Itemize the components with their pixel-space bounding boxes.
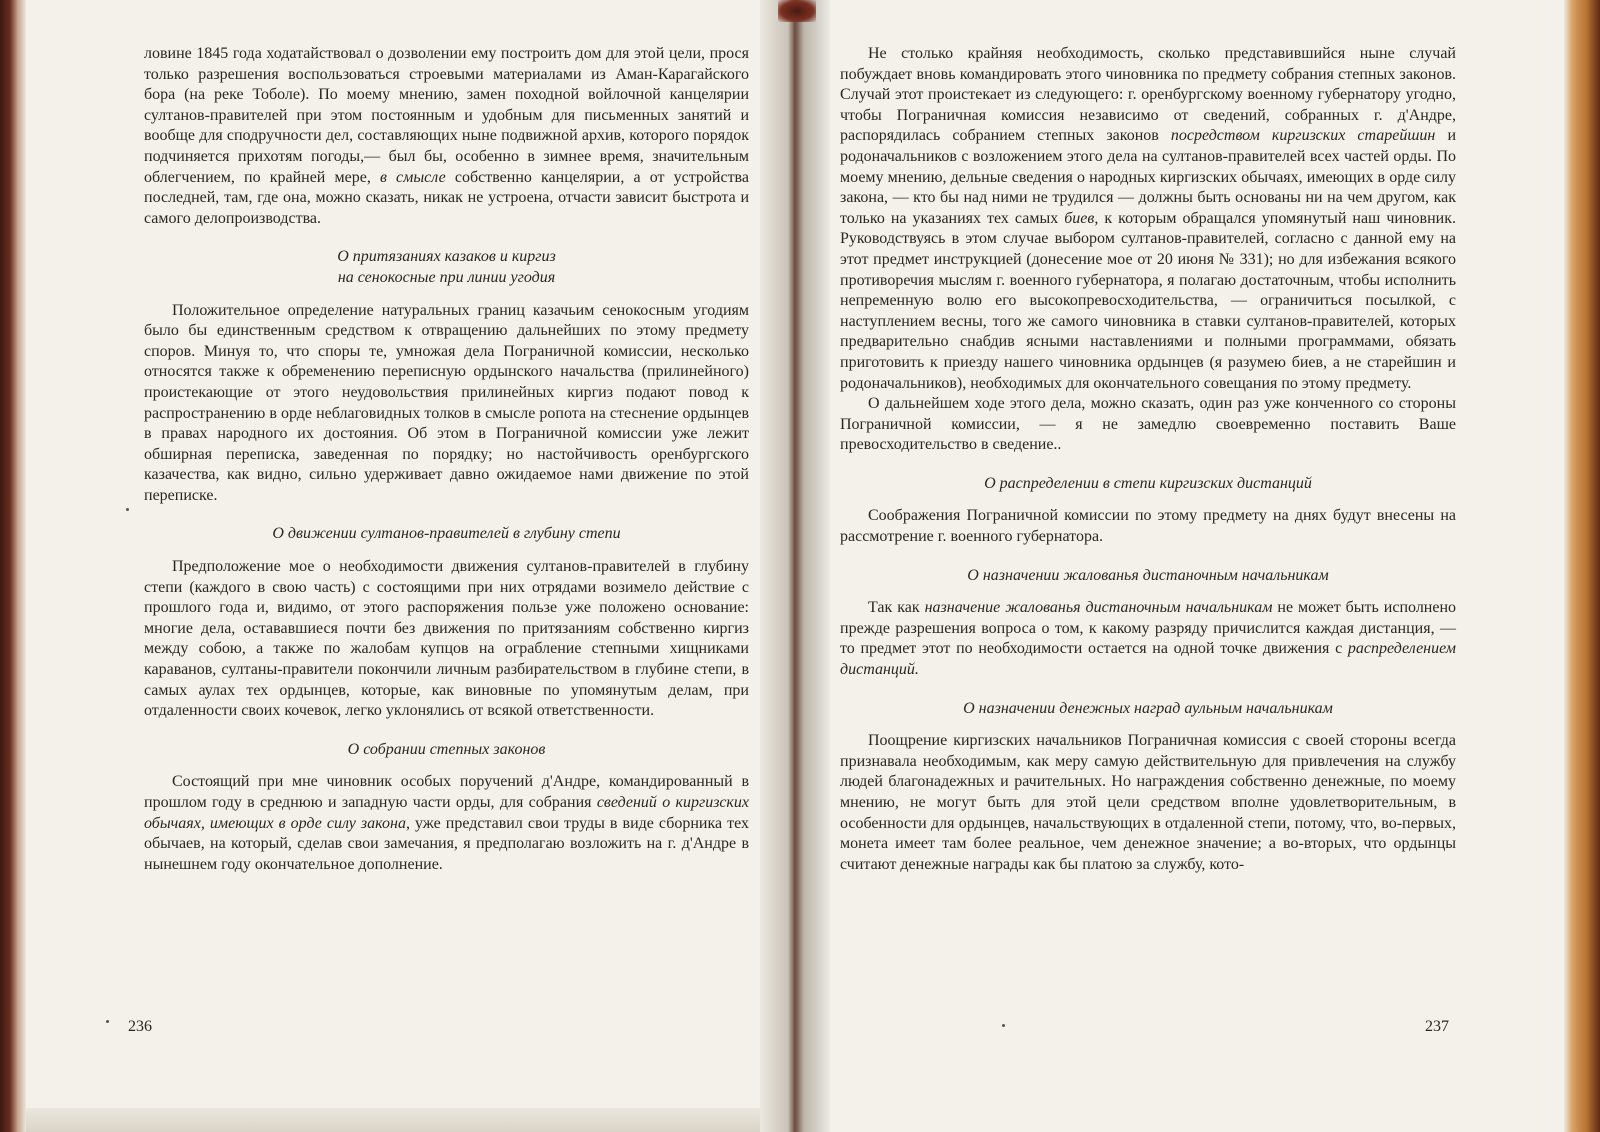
scan-speck [106,1020,109,1023]
heading-line: О притязаниях казаков и киргиз [337,248,556,266]
section-heading-salaries [840,566,1456,587]
para-text: Состоящий при мне чиновник особых поручений д'Андре, командированный в прошлом году в среднюю и западную части орды, для собрания [144,773,749,811]
section-heading-sultans-movement [144,524,749,545]
page-number-right: 237 [1425,1018,1449,1035]
paragraph-distances: Соображения Пограничной комиссии по этому предмету на днях будут внесены на рассмотрение г. военного губернатора. [840,507,1456,546]
right-page-text [840,44,1456,875]
intro-text-end: собственно канцелярии, а от устройства последней, там, где она, можно сказать, никак не устроена, отчасти зависит быстрота и самого делопроизводства. [144,168,749,227]
intro-text: ловине 1845 года ходатайствовал о дозволении ему построить дом для этой цели, прося только разрешения воспользоваться строевыми материалами из Аман-Карагайского бора (на реке Тоболе). По моему мнению, замен походной войлочной канцелярии султанов-правителей при этом постоянным и удобным для письменных занятий и вообще для сподручности дел, составляющих ныне подвижной архив, которого порядок подчиняется прихотям погоды,— был бы, особенно в зимнее время, значительным облегчением, по крайней мере, [144,45,749,186]
section-heading-distances [840,474,1456,495]
para-italic: назначение жалованья дистаночным начальникам [924,599,1273,617]
para-italic: сведений о киргизских обычаях, имеющих в орде силу закона, [144,794,749,832]
intro-italic: в смысле [379,168,446,186]
heading-line: О распределении в степи киргизских дистанций [984,474,1312,492]
section-heading-rewards [840,699,1456,720]
left-intro-paragraph [144,44,749,229]
paragraph-rewards: Поощрение киргизских начальников Пограничная комиссия с своей стороны всегда признавала необходимым, как меру самую действительную для привлечения на службу людей благонадежных и рачительных. Но награждения собственно денежные, по моему мнению, не могут быть для этой цели средством вполне удовлетворительным, в особенности для ордынцев, начальствующих в отдаленной степи, потому, что, во-первых, монета имеет там более реальное, чем денежное значение; а во-вторых, что ордынцы считают денежные награды как бы платою за службу, кото- [840,732,1456,873]
heading-line: О собрании степных законов [347,740,546,758]
right-page [830,0,1560,1132]
paragraph-steppe-laws-collection [840,44,1456,394]
heading-line: на сенокосные при линии угодия [337,268,556,286]
heading-line: О движении султанов-правителей в глубину степи [272,525,621,543]
book-cover-edge-left [0,0,26,1132]
para-text: не может быть исполнено прежде разрешения вопроса о том, к какому разряду причислится каждая дистанция, — то предмет этот по необходимости остается на одной точке движения с [840,599,1457,658]
paragraph-further-progress: О дальнейшем ходе этого дела, можно сказать, один раз уже конченного со стороны Пограничной комиссии, — я не замедлю своевременно поставить Ваше превосходительство в сведение.. [840,395,1456,454]
para-italic: посредством киргизских старейшин [1170,127,1436,145]
page-number-left: 236 [128,1018,152,1035]
page-edges-right [1564,0,1600,1132]
spine-binding [778,0,816,22]
para-italic: распределением дистанций. [840,640,1457,679]
para-text-end: уже представил свои труды в виде сборника тех обычаев, на который, сделав свои замечания, я предполагаю возложить на г. д'Андре в нынешнем году окончательное дополнение. [144,814,750,873]
para-text: Так как [868,599,920,617]
para-italic: биев, [1064,209,1099,227]
paragraph-steppe-laws [144,772,749,875]
paragraph-salaries [840,598,1456,680]
section-heading-steppe-laws [144,740,749,761]
paragraph-sultans-movement: Предположение мое о необходимости движения султанов-правителей в глубину степи (каждого в свою часть) с состоящими при них отрядами возимело действие с прошлого года и, видимо, от этого распоряжения пользе уже положено основание: многие дела, остававшиеся почти без движения по притязаниям собственно киргиз между собою, а также по жалобам купцов на ограбление степными хищниками караванов, султаны-правители покончили личным разбирательством в глубине степи, в самых аулах тех ордынцев, которые, как виновные по упомянутым делам, при отдаленности своих кочевок, легко уклонялись от всякой ответственности. [144,558,749,720]
para-text: и родоначальников с возложением этого дела на султанов-правителей всех частей орды. По моему мнению, дельные сведения о народных киргизских обычаях, имеющих в орде силу закона, — кто бы над ними не трудился — должны быть основаны ни на чем другом, как только на указаниях тех самых [840,127,1456,227]
paragraph-hayfields: Положительное определение натуральных границ казачьим сенокосным угодиям было бы единственным средством к отвращению дальнейших по этому предмету споров. Минуя то, что споры те, умножая дела Пограничной комиссии, несколько относятся также к обременению переписную ордынского начальства (прилинейного) проистекающие от этого неудовольствия прилинейных киргиз подают повод к распространению в орде неблаговидных толков в смысле ропота на стеснение ордынцев в правах народного их достояния. Об этом в Пограничной комиссии уже лежит обширная переписка, заведенная по порядку; но настойчивость оренбургского казачества, как видно, сильно удерживает давно ожидаемое нами движение по этой переписке. [144,301,749,504]
scan-speck [1002,1024,1005,1027]
heading-line: О назначении жалованья дистаночным начальникам [967,566,1329,584]
left-page-text [144,44,749,875]
section-heading-claims [144,247,749,288]
para-text-end: к которым обращался упомянутый наш чиновник. Руководствуясь в этом случае выбором султанов-правителей, согласно с данной ему на этот предмет инструкцией (донесение мое от 20 июня № 331); но для избежания всякого противоречия мыслям г. военного губернатора, я полагаю достаточным, чтобы исполнить непременную волю его высокопревосходительства, — ограничиться посылкой, с наступлением весны, того же самого чиновника в ставки султанов-правителей, которых предварительно снабдив ясными наставлениями и полными программами, обязать приготовить к приезду нашего чиновника ордынцев (я разумею биев, а не старейшин и родоначальников), необходимых для окончательного совещания по этому предмету. [840,209,1457,392]
scan-speck [126,508,129,511]
left-page [40,0,780,1132]
heading-line: О назначении денежных наград аульным начальникам [963,699,1333,717]
para-text: Не столько крайняя необходимость, сколько представившийся ныне случай побуждает вновь командировать этого чиновника по предмету собрания степных законов. Случай этот проистекает из следующего: г. оренбургскому военному губернатору угодно, чтобы Пограничная комиссия независимо от сведений, собранных г. д'Андре, распорядилась собранием степных законов [840,45,1456,145]
